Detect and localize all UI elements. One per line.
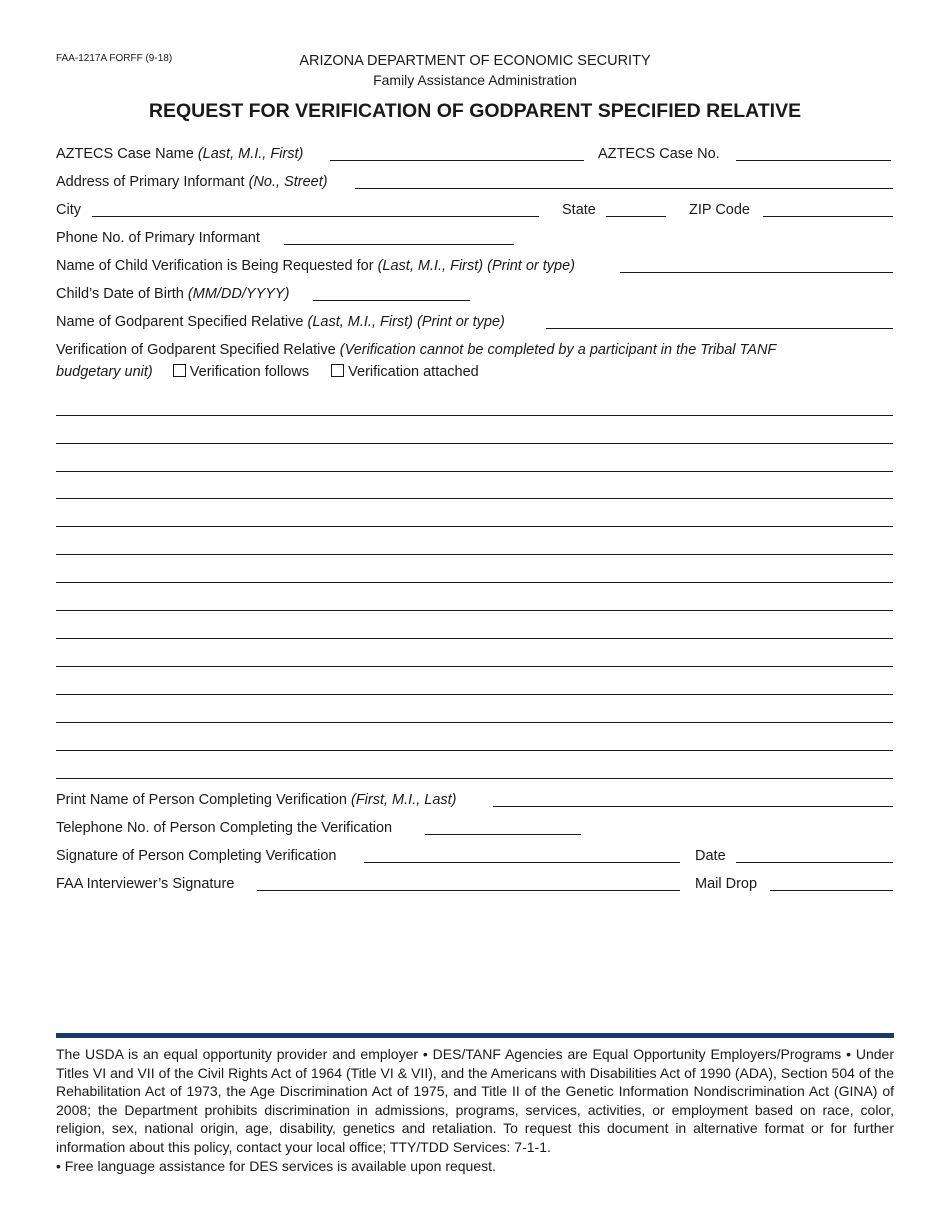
- case-no-field[interactable]: [736, 160, 891, 161]
- verification-line[interactable]: [56, 554, 893, 555]
- address-label: Address of Primary Informant (No., Street): [56, 174, 328, 190]
- verification-follows-label: Verification follows: [189, 364, 310, 380]
- city-field[interactable]: [92, 216, 539, 217]
- date-field[interactable]: [736, 862, 893, 863]
- case-no-label: AZTECS Case No.: [598, 146, 720, 162]
- language-assistance-statement: • Free language assistance for DES services is available upon request.: [56, 1157, 496, 1174]
- city-label: City: [56, 202, 81, 218]
- verification-line[interactable]: [56, 694, 893, 695]
- signature-label: Signature of Person Completing Verification: [56, 848, 337, 864]
- interviewer-signature-label: FAA Interviewer’s Signature: [56, 876, 235, 892]
- interviewer-signature-field[interactable]: [257, 890, 680, 891]
- child-name-label: Name of Child Verification is Being Requested for (Last, M.I., First) (Print or type): [56, 258, 575, 274]
- form-title: REQUEST FOR VERIFICATION OF GODPARENT SPECIFIED RELATIVE: [148, 100, 802, 122]
- verification-line[interactable]: [56, 498, 893, 499]
- address-field[interactable]: [355, 188, 893, 189]
- verification-hint-continued: budgetary unit): [56, 364, 153, 380]
- state-label: State: [562, 202, 596, 218]
- mail-drop-label: Mail Drop: [695, 876, 758, 892]
- zip-label: ZIP Code: [689, 202, 750, 218]
- verification-label: Verification of Godparent Specified Relative (Verification cannot be completed by a participant in the Tribal TANF: [56, 342, 777, 358]
- verification-line[interactable]: [56, 638, 893, 639]
- equal-opportunity-statement: The USDA is an equal opportunity provider and employer • DES/TANF Agencies are Equal Opportunity Employers/Programs • Under Titles VI and VII of the Civil Rights Act of 1964 (Title VI & VII), and the Americans with Disabilities Act of 1990 (ADA), Section 504 of the Rehabilitation Act of 1973, the Age Discrimination Act of 1975, and Title II of the Genetic Information Nondiscrimination Act (GINA) of 2008; the Department prohibits discrimination in admissions, programs, services, activities, or employment based on race, color, religion, sex, national origin, age, disability, genetics and retaliation. To request this document in alternative format or for further information about this policy, contact your local office; TTY/TDD Services: 7-1-1.: [56, 1046, 894, 1155]
- telephone-label: Telephone No. of Person Completing the Verification: [56, 820, 393, 836]
- verification-line[interactable]: [56, 526, 893, 527]
- state-field[interactable]: [606, 216, 666, 217]
- child-dob-field[interactable]: [313, 300, 470, 301]
- date-label: Date: [695, 848, 726, 864]
- phone-label: Phone No. of Primary Informant: [56, 230, 260, 246]
- verification-line[interactable]: [56, 415, 893, 416]
- zip-field[interactable]: [763, 216, 893, 217]
- verification-line[interactable]: [56, 666, 893, 667]
- print-name-label: Print Name of Person Completing Verification (First, M.I., Last): [56, 792, 457, 808]
- verification-line[interactable]: [56, 750, 893, 751]
- godparent-name-label: Name of Godparent Specified Relative (Last, M.I., First) (Print or type): [56, 314, 505, 330]
- verification-line[interactable]: [56, 582, 893, 583]
- verification-line[interactable]: [56, 610, 893, 611]
- phone-field[interactable]: [284, 244, 514, 245]
- footer-notice: [56, 1045, 894, 1175]
- telephone-field[interactable]: [425, 834, 581, 835]
- verification-attached-label: Verification attached: [348, 364, 479, 380]
- verification-line[interactable]: [56, 471, 893, 472]
- verification-attached-checkbox[interactable]: [331, 364, 344, 377]
- verification-follows-checkbox[interactable]: [173, 364, 186, 377]
- godparent-name-field[interactable]: [546, 328, 893, 329]
- verification-line[interactable]: [56, 443, 893, 444]
- verification-options: [56, 363, 479, 381]
- verification-line[interactable]: [56, 778, 893, 779]
- verification-line[interactable]: [56, 722, 893, 723]
- form-number: FAA-1217A FORFF (9-18): [56, 53, 173, 64]
- mail-drop-field[interactable]: [770, 890, 893, 891]
- case-name-field[interactable]: [330, 160, 584, 161]
- case-name-label: AZTECS Case Name (Last, M.I., First): [56, 146, 304, 162]
- agency-name: ARIZONA DEPARTMENT OF ECONOMIC SECURITY: [299, 53, 651, 69]
- print-name-field[interactable]: [493, 806, 893, 807]
- child-dob-label: Child’s Date of Birth (MM/DD/YYYY): [56, 286, 290, 302]
- division-name: Family Assistance Administration: [373, 72, 577, 88]
- footer-divider: [56, 1033, 894, 1038]
- signature-field[interactable]: [364, 862, 680, 863]
- child-name-field[interactable]: [620, 272, 893, 273]
